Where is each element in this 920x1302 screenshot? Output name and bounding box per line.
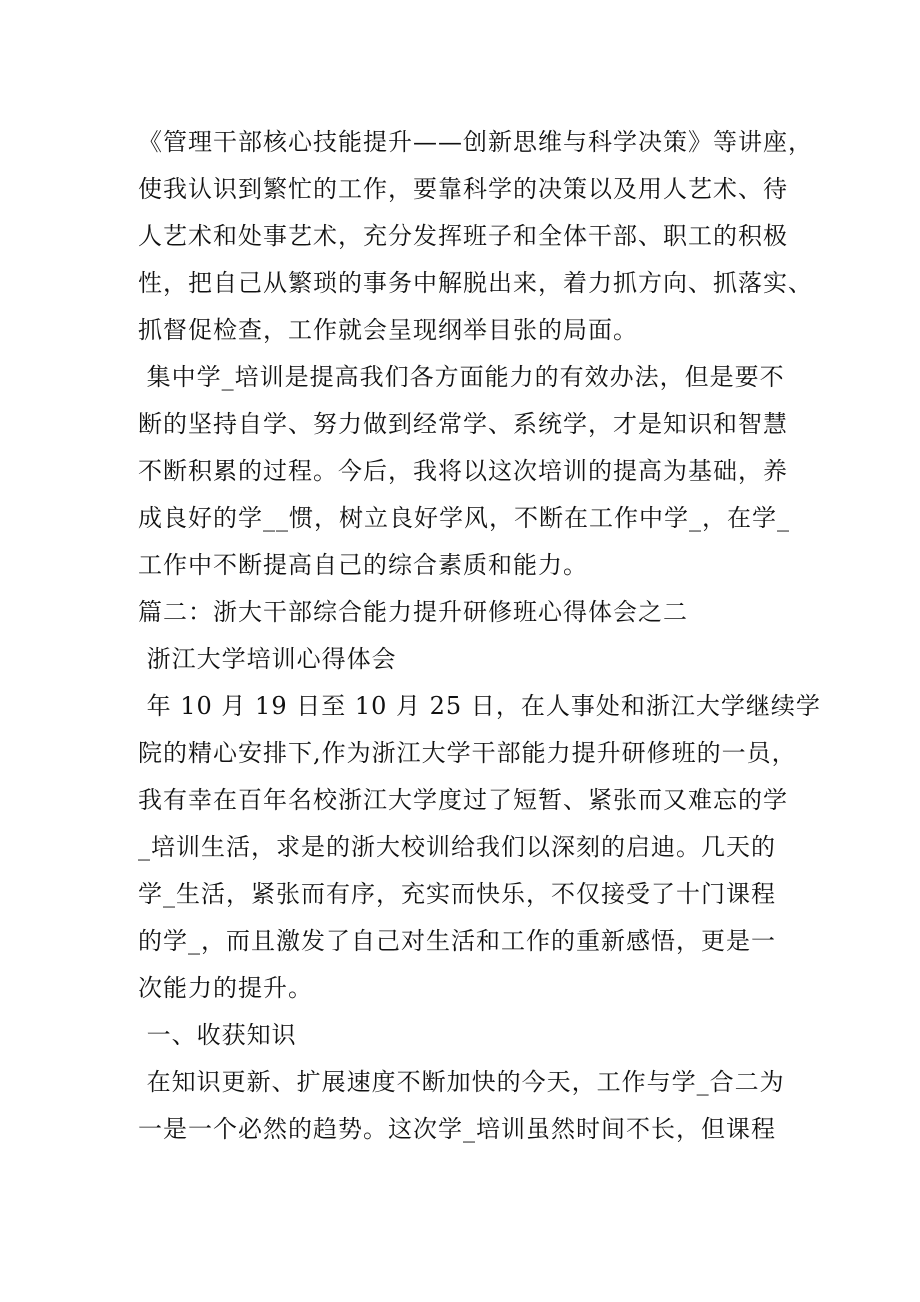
text-line: 《管理干部核心技能提升——创新思维与科学决策》等讲座， <box>138 128 813 156</box>
text-line: 次能力的提升。 <box>138 974 313 1002</box>
text-line: 我有幸在百年名校浙江大学度过了短暂、紧张而又难忘的学 <box>138 786 788 814</box>
article-title: 浙江大学培训心得体会 <box>138 645 397 673</box>
text-line: 学_生活，紧张而有序，充实而快乐，不仅接受了十门课程 <box>138 880 776 908</box>
subsection-heading: 一、收获知识 <box>138 1021 297 1049</box>
text-line: 年 10 月 19 日至 10 月 25 日，在人事处和浙江大学继续学 <box>138 692 821 720</box>
text-line: 成良好的学__惯，树立良好学风，不断在工作中学_，在学_ <box>138 504 790 532</box>
text-line: 一是一个必然的趋势。这次学_培训虽然时间不长，但课程 <box>138 1115 776 1143</box>
text-line: 使我认识到繁忙的工作，要靠科学的决策以及用人艺术、待 <box>138 175 788 203</box>
text-line: 性，把自己从繁琐的事务中解脱出来，着力抓方向、抓落实、 <box>138 269 813 297</box>
text-line: 抓督促检查，工作就会呈现纲举目张的局面。 <box>138 316 638 344</box>
text-line: 在知识更新、扩展速度不断加快的今天，工作与学_合二为 <box>138 1068 785 1096</box>
text-line: 的学_，而且激发了自己对生活和工作的重新感悟，更是一 <box>138 927 776 955</box>
text-line: _培训生活，求是的浙大校训给我们以深刻的启迪。几天的 <box>138 833 776 861</box>
text-line: 工作中不断提高自己的综合素质和能力。 <box>138 551 588 579</box>
section-heading: 篇二：浙大干部综合能力提升研修班心得体会之二 <box>138 598 688 626</box>
text-line: 不断积累的过程。今后，我将以这次培训的提高为基础，养 <box>138 457 788 485</box>
text-line: 院的精心安排下,作为浙江大学干部能力提升研修班的一员， <box>138 739 797 767</box>
text-line: 人艺术和处事艺术，充分发挥班子和全体干部、职工的积极 <box>138 222 788 250</box>
text-line: 集中学_培训是提高我们各方面能力的有效办法，但是要不 <box>138 363 785 391</box>
text-line: 断的坚持自学、努力做到经常学、系统学，才是知识和智慧 <box>138 410 788 438</box>
